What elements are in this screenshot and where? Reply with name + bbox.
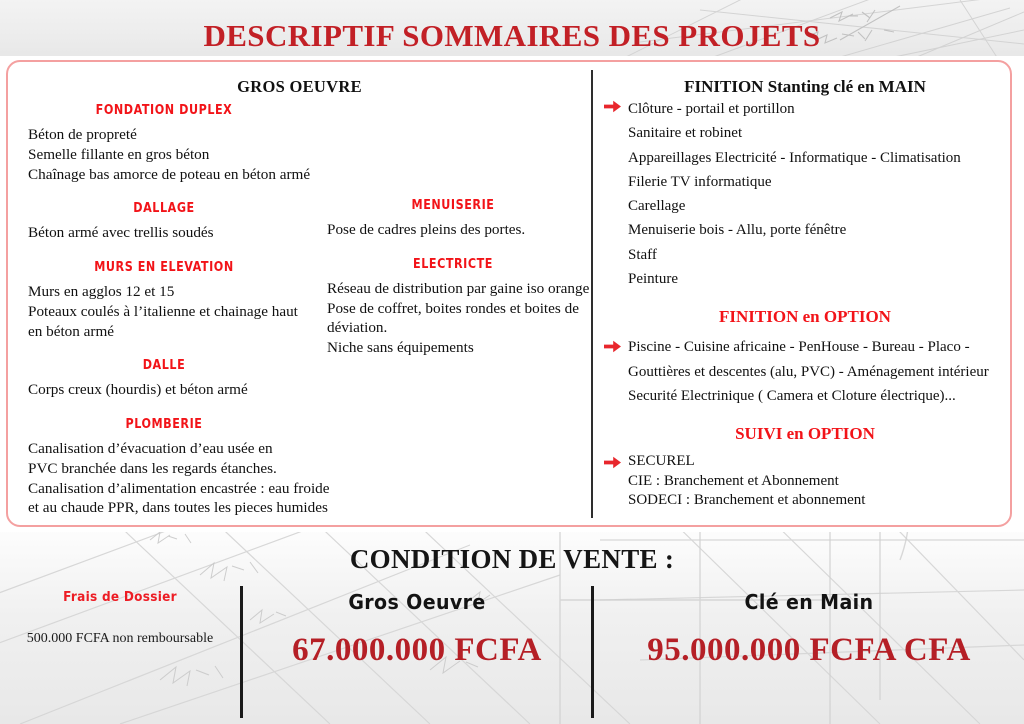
spec-section-body [14, 380, 314, 400]
spec-line: Murs en agglos 12 et 15 [28, 283, 175, 300]
gros-oeuvre-subcolumn-left [14, 102, 330, 534]
spec-section-heading: MURS EN ELEVATION [94, 259, 234, 275]
spec-section-heading: DALLAGE [133, 200, 195, 217]
spec-section [313, 197, 593, 240]
arrow-bullet-icon [604, 340, 621, 353]
conditions-cell-gros-oeuvre [243, 590, 591, 669]
finition-option-heading: FINITION en OPTION [719, 307, 891, 327]
conditions-cell-value: 67.000.000 FCFA [292, 632, 542, 668]
conditions-title: CONDITION DE VENTE : [349, 544, 675, 574]
spec-section [313, 256, 593, 358]
spec-line: PVC branchée dans les regards étanches. [28, 459, 277, 477]
conditions-cell-label: Clé en Main [744, 590, 874, 614]
conditions-cell-label: Gros Oeuvre [348, 590, 486, 614]
list-item: Piscine - Cuisine africaine - PenHouse - Bureau - Placo - [628, 339, 970, 356]
conditions-cell-label: Frais de Dossier [63, 590, 177, 605]
conditions-de-vente-section [0, 530, 1024, 724]
spec-section-body [313, 279, 593, 358]
gros-oeuvre-subcolumn-right [313, 197, 593, 374]
spec-line: Pose de coffret, boites rondes et boites de [327, 299, 579, 317]
spec-section-body [14, 282, 314, 341]
conditions-cell-cle-en-main [594, 590, 1024, 669]
spec-section-heading: MENUISERIE [411, 197, 495, 213]
spec-section [14, 416, 330, 518]
list-item: Clôture - portail et portillon [628, 101, 795, 117]
spec-section-heading: FONDATION DUPLEX [95, 102, 233, 118]
spec-section-heading: PLOMBERIE [125, 416, 203, 432]
list-item: SECUREL [628, 453, 695, 470]
arrow-bullet-icon [604, 456, 621, 469]
list-item: Appareillages Electricité - Informatique - Climatisation [628, 149, 961, 166]
conditions-cell-frais-de-dossier [0, 590, 240, 647]
list-item: Carellage [628, 198, 686, 215]
list-item: Sanitaire et robinet [628, 125, 743, 142]
spec-line: Chaînage bas amorce de poteau en béton armé [28, 165, 311, 183]
suivi-option-heading: SUIVI en OPTION [735, 424, 875, 444]
list-item: Gouttières et descentes (alu, PVC) - Aménagement intérieur [628, 363, 989, 380]
spec-section-heading: ELECTRICTE [413, 255, 493, 272]
list-item: CIE : Branchement et Abonnement [628, 472, 839, 489]
list-item: Menuiserie bois - Allu, porte fénêtre [628, 222, 847, 239]
list-item: Filerie TV informatique [628, 173, 772, 190]
finition-option-list [600, 335, 1010, 408]
spec-section [14, 259, 314, 341]
arrow-bullet-icon [604, 100, 621, 113]
spec-line: déviation. [327, 319, 388, 337]
spec-section-body [14, 439, 330, 518]
spec-line: et au chaude PPR, dans toutes les pieces humides [28, 499, 328, 517]
spec-section-body [14, 223, 314, 243]
spec-line: Corps creux (hourdis) et béton armé [28, 381, 248, 399]
spec-line: Poteaux coulés à l’italienne et chainage haut [28, 302, 298, 320]
spec-line: Pose de cadres pleins des portes. [327, 221, 526, 238]
spec-line: en béton armé [28, 322, 115, 340]
spec-line: Béton de propreté [28, 126, 137, 143]
list-item: SODECI : Branchement et abonnement [628, 492, 866, 509]
gros-oeuvre-column [8, 62, 591, 525]
suivi-option-list [600, 452, 1010, 511]
spec-section-body [14, 125, 314, 184]
spec-section [14, 102, 314, 184]
conditions-cell-value: 95.000.000 FCFA CFA [647, 632, 971, 668]
finition-column [600, 62, 1010, 525]
list-item: Peinture [628, 271, 678, 288]
list-item: Staff [628, 246, 657, 263]
spec-line: Canalisation d’évacuation d’eau usée en [28, 440, 273, 457]
conditions-cell-value: 500.000 FCFA non remboursable [26, 631, 214, 646]
page-title: DESCRIPTIF SOMMAIRES DES PROJETS [203, 18, 821, 53]
spec-line: Semelle fillante en gros béton [28, 145, 210, 163]
finition-heading: FINITION Stanting clé en MAIN [684, 77, 926, 96]
spec-line: Réseau de distribution par gaine iso orange [327, 279, 590, 297]
list-item: Securité Electrinique ( Camera et Cloture électrique)... [628, 387, 956, 404]
spec-section-body [313, 220, 593, 240]
spec-line: Canalisation d’alimentation encastrée : eau froide [28, 479, 330, 497]
finition-list [600, 97, 1010, 291]
spec-line: Niche sans équipements [327, 339, 474, 356]
spec-section [14, 357, 314, 400]
spec-section-heading: DALLE [142, 357, 186, 374]
gros-oeuvre-heading: GROS OEUVRE [237, 77, 362, 96]
spec-line: Béton armé avec trellis soudés [28, 224, 214, 242]
spec-section [14, 200, 314, 243]
